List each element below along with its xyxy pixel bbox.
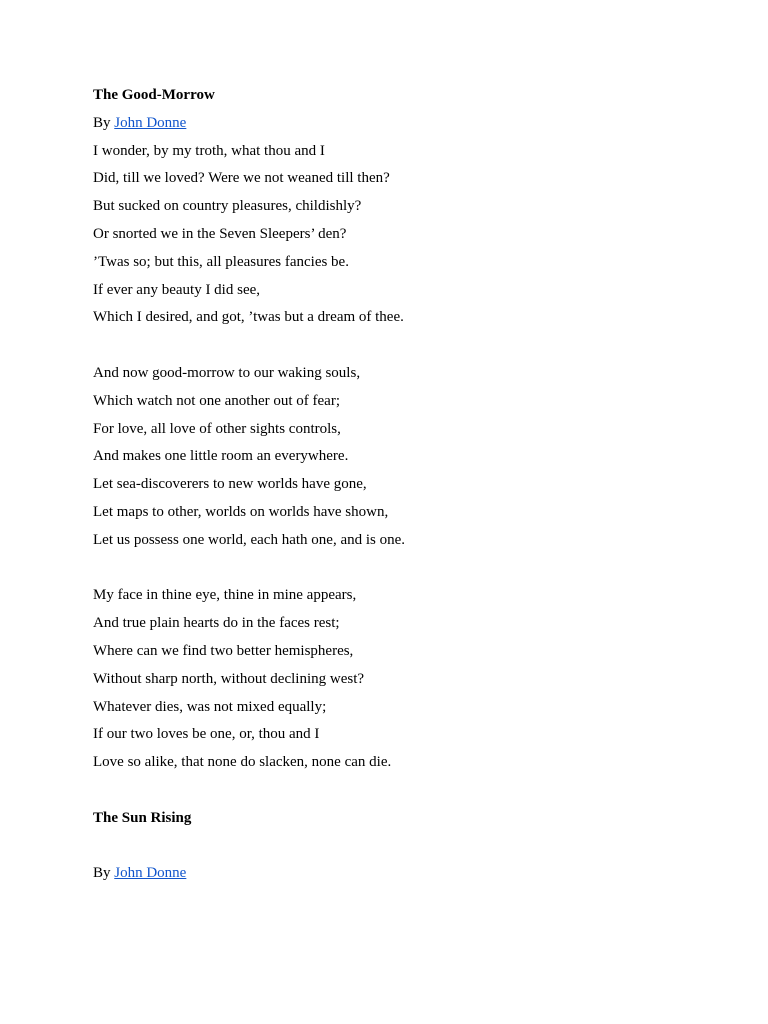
poem-line: Love so alike, that none do slacken, none can die. [93,754,392,771]
stanza [93,586,693,781]
poem-line: Or snorted we in the Seven Sleepers’ den? [93,225,347,242]
byline [93,864,693,892]
stanza [93,364,693,559]
poem-line: And now good-morrow to our waking souls, [93,364,361,381]
poem-line: And true plain hearts do in the faces rest; [93,615,340,632]
poem-line: Which I desired, and got, ’twas but a dream of thee. [93,309,404,326]
stanza-break [93,336,693,364]
poem-line: Which watch not one another out of fear; [93,392,340,409]
byline [93,114,693,142]
poem-line: If ever any beauty I did see, [93,281,261,298]
poem-line: ’Twas so; but this, all pleasures fancies be. [93,253,349,270]
poem-line: If our two loves be one, or, thou and I [93,726,320,743]
poem-line: For love, all love of other sights controls, [93,420,341,437]
paragraph-break [93,837,693,865]
poem-line: And makes one little room an everywhere. [93,448,349,465]
poem-line: But sucked on country pleasures, childishly? [93,198,362,215]
poem-title: The Good-Morrow [93,87,215,103]
poem-line: Without sharp north, without declining west? [93,670,365,687]
poem-line: My face in thine eye, thine in mine appears, [93,587,357,604]
poem-line: Did, till we loved? Were we not weaned till then? [93,170,390,187]
stanza-break [93,559,693,587]
byline-prefix: By [93,865,115,882]
poem-line: I wonder, by my troth, what thou and I [93,142,325,159]
poem-line: Let us possess one world, each hath one, and is one. [93,531,406,548]
document-page [93,86,693,892]
poem-line: Where can we find two better hemispheres, [93,642,354,659]
author-link[interactable]: John Donne [114,865,187,882]
stanza-break [93,781,693,809]
poem-line: Let maps to other, worlds on worlds have shown, [93,503,389,520]
stanza [93,142,693,337]
poem-line: Whatever dies, was not mixed equally; [93,698,327,715]
author-link[interactable]: John Donne [114,114,187,131]
byline-prefix: By [93,114,115,131]
poem-title: The Sun Rising [93,809,192,826]
poem-line: Let sea-discoverers to new worlds have gone, [93,476,367,493]
